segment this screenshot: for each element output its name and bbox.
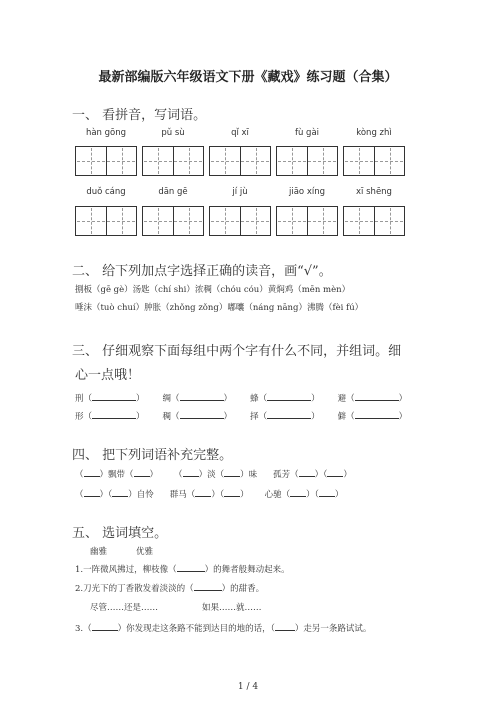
word-group-row: 形（ ） 稠（ ） 择（ ） 僻（ ） <box>75 412 408 422</box>
pinyin-label: dān gē <box>158 187 188 197</box>
pinyin-label: qǐ xī <box>231 128 249 138</box>
pinyin-label: jí jù <box>232 187 248 197</box>
pinyin-label: fù gài <box>294 128 320 138</box>
fill-question-3: 3.（ ）你发现走这条路不能到达目的地的话，（ ）走另一条路试试。 <box>75 624 372 634</box>
fill-question-2: 2.刀光下的丁香散发着淡淡的（ ）的甜香。 <box>75 584 265 594</box>
writing-box[interactable] <box>142 206 204 236</box>
section-4-heading: 四、 把下列词语补充完整。 <box>72 448 233 463</box>
writing-box[interactable] <box>276 206 338 236</box>
writing-box[interactable] <box>142 146 204 176</box>
section-1-heading: 一、 看拼音，写词语。 <box>72 108 207 123</box>
section-3-heading: 三、 仔细观察下面每组中两个字有什么不同，并组词。细 <box>72 344 402 359</box>
section-2-heading: 二、 给下列加点字选择正确的读音，画“√”。 <box>72 264 332 279</box>
pinyin-label: kòng zhì <box>356 128 392 138</box>
page-title: 最新部编版六年级语文下册《藏戏》练习题（合集） <box>98 70 398 85</box>
writing-box[interactable] <box>343 206 405 236</box>
writing-box[interactable] <box>276 146 338 176</box>
idiom-row: （ ）（ ）自怜 群马（ ）（ ） 心驰（ ）（ ） <box>75 490 344 500</box>
pinyin-label: jiāo xíng <box>288 187 325 197</box>
writing-box[interactable] <box>75 206 137 236</box>
writing-box[interactable] <box>209 206 271 236</box>
pinyin-label: hàn gōng <box>85 128 127 138</box>
pinyin-label: xī shēng <box>356 187 392 197</box>
fill-question-1: 1.一阵微风拂过，柳枝像（ ）的舞者般舞动起来。 <box>75 565 290 575</box>
pronunciation-line: 唾沫（tuò chuí）肿胀（zhǒng zǒng）嘟囔（náng nāng）沸腾（fèi fú） <box>75 303 364 313</box>
writing-box[interactable] <box>343 146 405 176</box>
pinyin-label: duǒ cáng <box>86 187 126 197</box>
word-choice: 尽管……还是…… <box>90 603 159 613</box>
section-5-heading: 五、 选词填空。 <box>72 526 168 541</box>
pinyin-label: pǔ sù <box>161 128 185 138</box>
page-number: 1 / 4 <box>237 682 259 692</box>
section-3-heading-cont: 心一点哦！ <box>75 368 141 383</box>
word-choice: 优雅 <box>136 547 154 557</box>
writing-box[interactable] <box>209 146 271 176</box>
word-group-row: 刑（ ） 绸（ ） 蜂（ ） 避（ ） <box>75 394 408 404</box>
pronunciation-line: 捌板（gē gè）汤匙（chí shi）浓稠（chóu cóu）黄焖鸡（mēn mèn） <box>75 285 351 295</box>
idiom-row: （ ）飘带（ ） （ ）淡（ ）味 孤芳（ ）（ ） <box>75 470 352 480</box>
writing-box[interactable] <box>75 146 137 176</box>
word-choice: 如果……就…… <box>202 603 262 613</box>
word-choice: 幽雅 <box>90 547 108 557</box>
